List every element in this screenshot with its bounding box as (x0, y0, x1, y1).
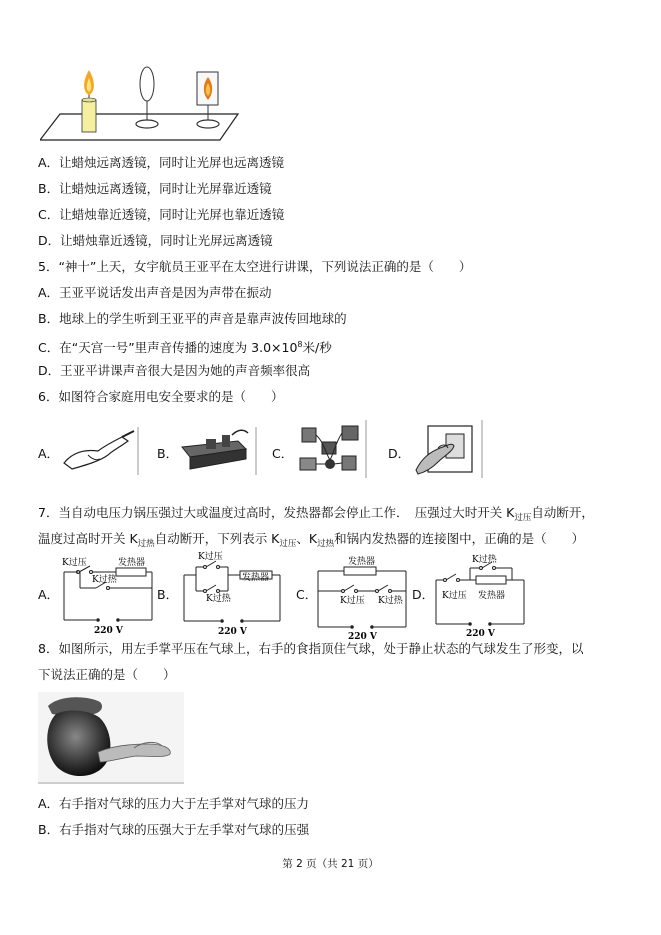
hand-touching-outlet-figure (58, 425, 140, 477)
q4-option-a: A．让蜡烛远离透镜，同时让光屏也远离透镜 (38, 155, 285, 170)
wet-hand-switch-figure (408, 418, 484, 480)
balloon-pressed-figure (38, 692, 184, 784)
q7-letter-a: A． (38, 587, 60, 602)
q4-option-c: C．让蜡烛靠近透镜，同时让光屏也靠近透镜 (38, 207, 285, 222)
q4-option-d: D．让蜡烛靠近透镜，同时让光屏远离透镜 (38, 233, 273, 248)
lens-experiment-figure (40, 62, 245, 146)
circuit-a-k-heat: K过热 (92, 575, 117, 585)
q5-option-a: A．王亚平说话发出声音是因为声带在振动 (38, 285, 272, 300)
q8-stem-line-2: 下说法正确的是（ ） (38, 667, 176, 682)
q8-option-b: B．右手指对气球的压强大于左手掌对气球的压强 (38, 822, 310, 837)
circuit-c-k-pressure: K过压 (340, 596, 365, 606)
q6-letter-b: B． (157, 446, 179, 461)
circuit-a-k-pressure: K过压 (62, 558, 87, 568)
circuit-d-k-pressure: K过压 (442, 591, 467, 601)
power-strip-figure (176, 425, 258, 477)
circuit-a-figure (56, 552, 156, 636)
q7-stem-line-2: 温度过高时开关 $K_{过热}$自动断开，下列表示 $K_{过压}$、$K_{过热}$和锅内发热器的连接图中，正确的是（ ） (38, 531, 585, 549)
q7-stem-line-1: 7．当自动电压力锅压强过大或温度过高时，发热器都会停止工作． 压强过大时开关 $K_{过压}$自动断开， (38, 505, 594, 523)
q5-option-c: C．在“天宫一号”里声音传播的速度为 $3.0\times 10^8$米/秒 (38, 340, 332, 355)
q8-stem-line-1: 8．如图所示，用左手掌平压在气球上，右手的食指顶住气球，处于静止状态的气球发生了形变，以 (38, 641, 584, 656)
circuit-a-voltage: 220 V (94, 626, 123, 636)
q6-stem: 6．如图符合家庭用电安全要求的是（ ） (38, 389, 284, 404)
circuit-c-heater-label: 发热器 (348, 557, 376, 567)
q7-letter-c: C． (296, 587, 318, 602)
circuit-b-k-heat: K过热 (206, 594, 231, 604)
circuit-b-figure (178, 549, 286, 637)
q6-letter-d: D． (388, 446, 411, 461)
overloaded-socket-figure (292, 418, 368, 480)
q5-option-d: D．王亚平讲课声音很大是因为她的声音频率很高 (38, 363, 311, 378)
q7-letter-d: D． (412, 587, 435, 602)
circuit-d-figure (432, 550, 528, 638)
circuit-c-figure (314, 553, 410, 639)
page-footer: 第 2 页（共 21 页） (282, 858, 379, 870)
q5-stem: 5．“神十”上天，女宇航员王亚平在太空进行讲课，下列说法正确的是（ ） (38, 259, 472, 274)
q4-option-b: B．让蜡烛远离透镜，同时让光屏靠近透镜 (38, 181, 272, 196)
circuit-c-k-heat: K过热 (378, 596, 403, 606)
circuit-b-voltage: 220 V (218, 627, 247, 637)
circuit-b-k-pressure: K过压 (198, 552, 223, 562)
circuit-d-heater-label: 发热器 (478, 591, 506, 601)
q6-letter-a: A． (38, 446, 60, 461)
circuit-d-voltage: 220 V (466, 629, 495, 638)
q6-letter-c: C． (272, 446, 294, 461)
q7-letter-b: B． (157, 587, 179, 602)
circuit-c-voltage: 220 V (348, 632, 377, 639)
circuit-d-k-heat: K过热 (472, 555, 497, 565)
circuit-a-heater-label: 发热器 (118, 558, 146, 568)
circuit-b-heater-label: 发热器 (242, 573, 270, 583)
q8-option-a: A．右手指对气球的压力大于左手掌对气球的压力 (38, 796, 310, 811)
q5-option-b: B．地球上的学生听到王亚平的声音是靠声波传回地球的 (38, 311, 347, 326)
